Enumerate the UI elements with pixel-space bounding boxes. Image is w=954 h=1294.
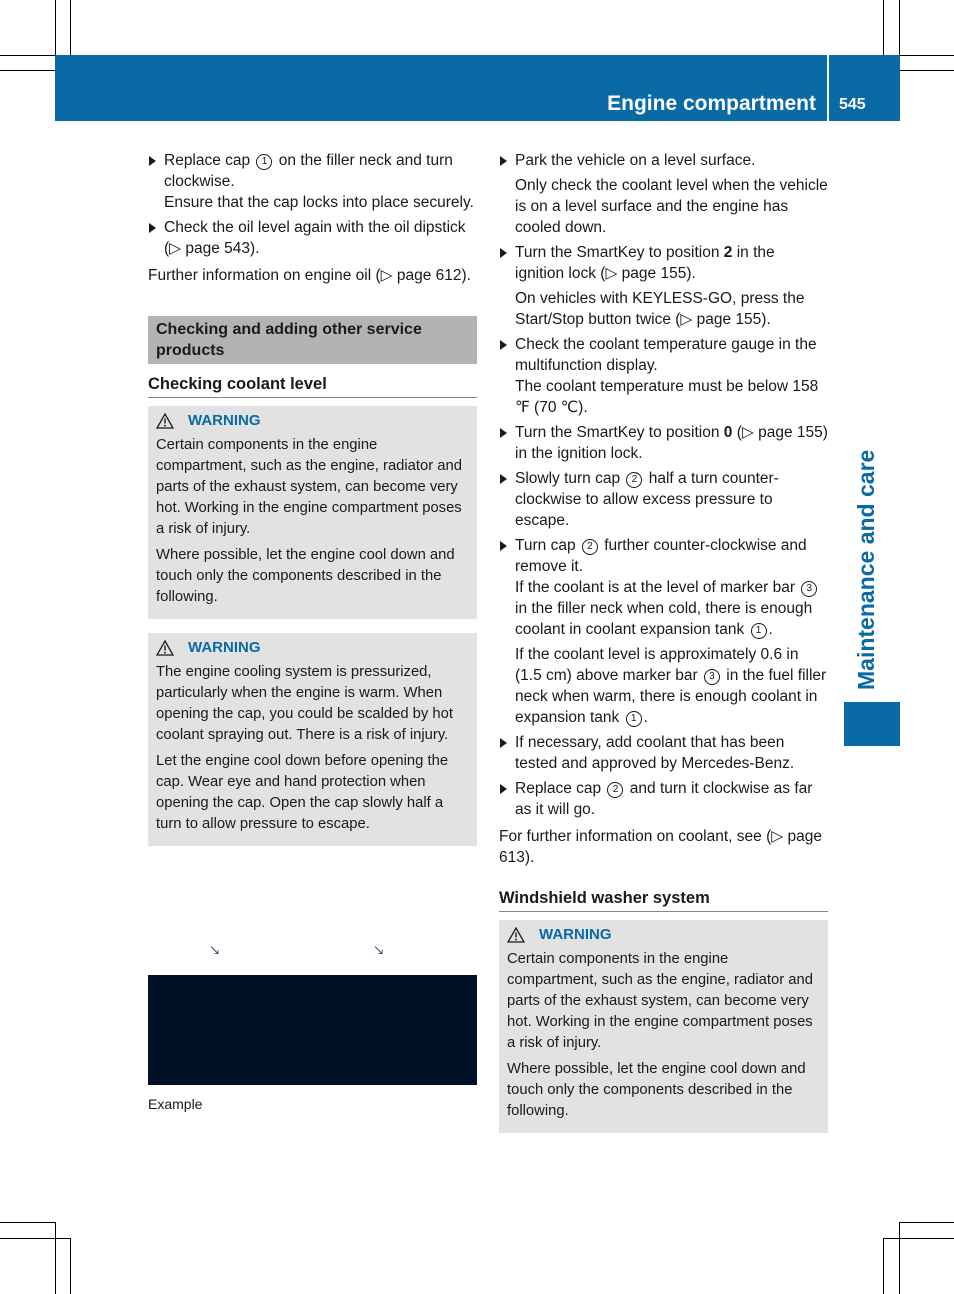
callout-number: 2 bbox=[626, 472, 642, 488]
step-note bbox=[499, 644, 828, 728]
step-note: If the coolant level is approximately 0.6 in (1.5 cm) above marker bar bbox=[515, 646, 799, 684]
crop-mark bbox=[883, 0, 884, 55]
subheading-coolant: Checking coolant level bbox=[148, 374, 477, 398]
page-title: Engine compartment bbox=[607, 92, 816, 115]
step-text: half a turn counter-clockwise to allow excess pressure to escape. bbox=[515, 470, 779, 529]
step-text: in the ignition lock (▷ page 155). bbox=[515, 244, 775, 282]
crop-mark bbox=[0, 70, 55, 71]
callout-number: 2 bbox=[607, 782, 623, 798]
step-remove-cap bbox=[499, 535, 828, 640]
callout-number: 1 bbox=[256, 154, 272, 170]
step-note: If the coolant is at the level of marker bar bbox=[515, 579, 795, 596]
step-check-oil: Check the oil level again with the oil dipstick (▷ page 543). bbox=[148, 217, 477, 259]
step-smartkey-2 bbox=[499, 242, 828, 284]
warning-header bbox=[507, 924, 820, 945]
step-replace-cap bbox=[499, 778, 828, 820]
step-note: in the fuel filler neck when warm, there is enough coolant in expansion tank bbox=[515, 667, 827, 726]
crop-mark bbox=[55, 0, 56, 55]
step-text: Turn cap bbox=[515, 537, 576, 554]
crop-mark bbox=[70, 0, 71, 55]
crop-mark bbox=[883, 1238, 954, 1239]
warning-triangle-icon bbox=[156, 640, 174, 656]
photo-dark-area bbox=[148, 975, 477, 1085]
warning-box bbox=[499, 920, 828, 1133]
warning-text: Certain components in the engine compartment, such as the engine, radiator and parts of the exhaust system, can become very hot. Working in the engine compartment poses a risk of injury. bbox=[156, 437, 462, 537]
header-divider bbox=[827, 55, 829, 121]
crop-mark bbox=[900, 55, 954, 56]
warning-header bbox=[156, 410, 469, 431]
step-text: Check the coolant temperature gauge in the multifunction display. bbox=[515, 336, 817, 374]
step-note: Ensure that the cap locks into place securely. bbox=[164, 194, 474, 211]
right-column bbox=[499, 150, 828, 1147]
callout-number: 3 bbox=[704, 669, 720, 685]
crop-mark bbox=[0, 1222, 55, 1223]
callout-number: 2 bbox=[582, 539, 598, 555]
side-tab-block bbox=[844, 702, 900, 746]
crop-mark bbox=[0, 1238, 71, 1239]
step-note: The coolant temperature must be below 158 ℉ (70 ℃). bbox=[515, 378, 819, 416]
pointer-arrow-icon: 🡖 bbox=[374, 942, 384, 958]
crop-mark bbox=[0, 55, 55, 56]
warning-text: The engine cooling system is pressurized, particularly when the engine is warm. When opening the cap, you could be scalded by hot coolant spraying out. There is a risk of injury. bbox=[156, 664, 453, 743]
step-park bbox=[499, 150, 828, 171]
step-text: Replace cap bbox=[164, 152, 251, 169]
warning-box bbox=[148, 633, 477, 846]
crop-mark bbox=[900, 70, 954, 71]
section-title: Checking and adding other service products bbox=[148, 316, 477, 364]
step-turn-cap-half bbox=[499, 468, 828, 531]
crop-mark bbox=[899, 1222, 900, 1294]
callout-number: 3 bbox=[801, 581, 817, 597]
warning-box bbox=[148, 406, 477, 619]
step-add-coolant: If necessary, add coolant that has been tested and approved by Mercedes-Benz. bbox=[499, 732, 828, 774]
callout-number: 1 bbox=[626, 711, 642, 727]
step-text: Replace cap bbox=[515, 780, 602, 797]
crop-mark bbox=[899, 0, 900, 55]
left-column bbox=[148, 150, 477, 1115]
crop-mark bbox=[70, 1238, 71, 1294]
warning-text: Let the engine cool down before opening the cap. Wear eye and hand protection when opening the cap. Open the cap slowly half a turn to allow pressure to escape. bbox=[156, 753, 449, 832]
warning-label: WARNING bbox=[188, 639, 261, 656]
crop-mark bbox=[55, 1222, 56, 1294]
further-info-coolant: For further information on coolant, see (▷ page 613). bbox=[499, 828, 822, 866]
step-check-gauge bbox=[499, 334, 828, 418]
warning-triangle-icon bbox=[507, 927, 525, 943]
key-position: 0 bbox=[723, 424, 733, 441]
step-note: . bbox=[643, 709, 648, 726]
step-text: on the filler neck and turn clockwise. bbox=[164, 152, 453, 190]
step-text: and turn it clockwise as far as it will go. bbox=[515, 780, 813, 818]
warning-label: WARNING bbox=[539, 926, 612, 943]
page-number: 545 bbox=[839, 96, 866, 113]
step-text: Turn the SmartKey to position bbox=[515, 244, 720, 261]
warning-header bbox=[156, 637, 469, 658]
step-note: Only check the coolant level when the vehicle is on a level surface and the engine has cooled down. bbox=[515, 177, 828, 236]
figure-caption: Example bbox=[148, 1096, 203, 1112]
key-position: 2 bbox=[723, 244, 733, 261]
side-tab-label: Maintenance and care bbox=[853, 449, 879, 690]
step-text: Turn the SmartKey to position bbox=[515, 424, 720, 441]
subheading-washer: Windshield washer system bbox=[499, 888, 828, 912]
warning-text: Certain components in the engine compartment, such as the engine, radiator and parts of the exhaust system, can become very hot. Working in the engine compartment poses a risk of injury. bbox=[507, 951, 813, 1051]
warning-triangle-icon bbox=[156, 413, 174, 429]
header-bar bbox=[55, 55, 900, 121]
callout-number: 1 bbox=[751, 623, 767, 639]
step-text: Slowly turn cap bbox=[515, 470, 621, 487]
step-note: . bbox=[768, 621, 773, 638]
crop-mark bbox=[900, 1222, 954, 1223]
step-note: in the filler neck when cold, there is enough coolant in coolant expansion tank bbox=[515, 600, 813, 638]
step-note: On vehicles with KEYLESS-GO, press the Start/Stop button twice (▷ page 155). bbox=[515, 290, 805, 328]
warning-text: Where possible, let the engine cool down and touch only the components described in the following. bbox=[156, 547, 455, 605]
step-text: Park the vehicle on a level surface. bbox=[515, 152, 756, 169]
further-info-oil: Further information on engine oil (▷ page 612). bbox=[148, 267, 471, 284]
step-text: further counter-clockwise and remove it. bbox=[515, 537, 807, 575]
warning-label: WARNING bbox=[188, 412, 261, 429]
pointer-arrow-icon: 🡖 bbox=[210, 942, 220, 958]
warning-text: Where possible, let the engine cool down and touch only the components described in the following. bbox=[507, 1061, 806, 1119]
step-text: (▷ page 155) in the ignition lock. bbox=[515, 424, 828, 462]
step-smartkey-0 bbox=[499, 422, 828, 464]
crop-mark bbox=[883, 1238, 884, 1294]
step-replace-cap bbox=[148, 150, 477, 213]
coolant-illustration bbox=[148, 860, 477, 1085]
